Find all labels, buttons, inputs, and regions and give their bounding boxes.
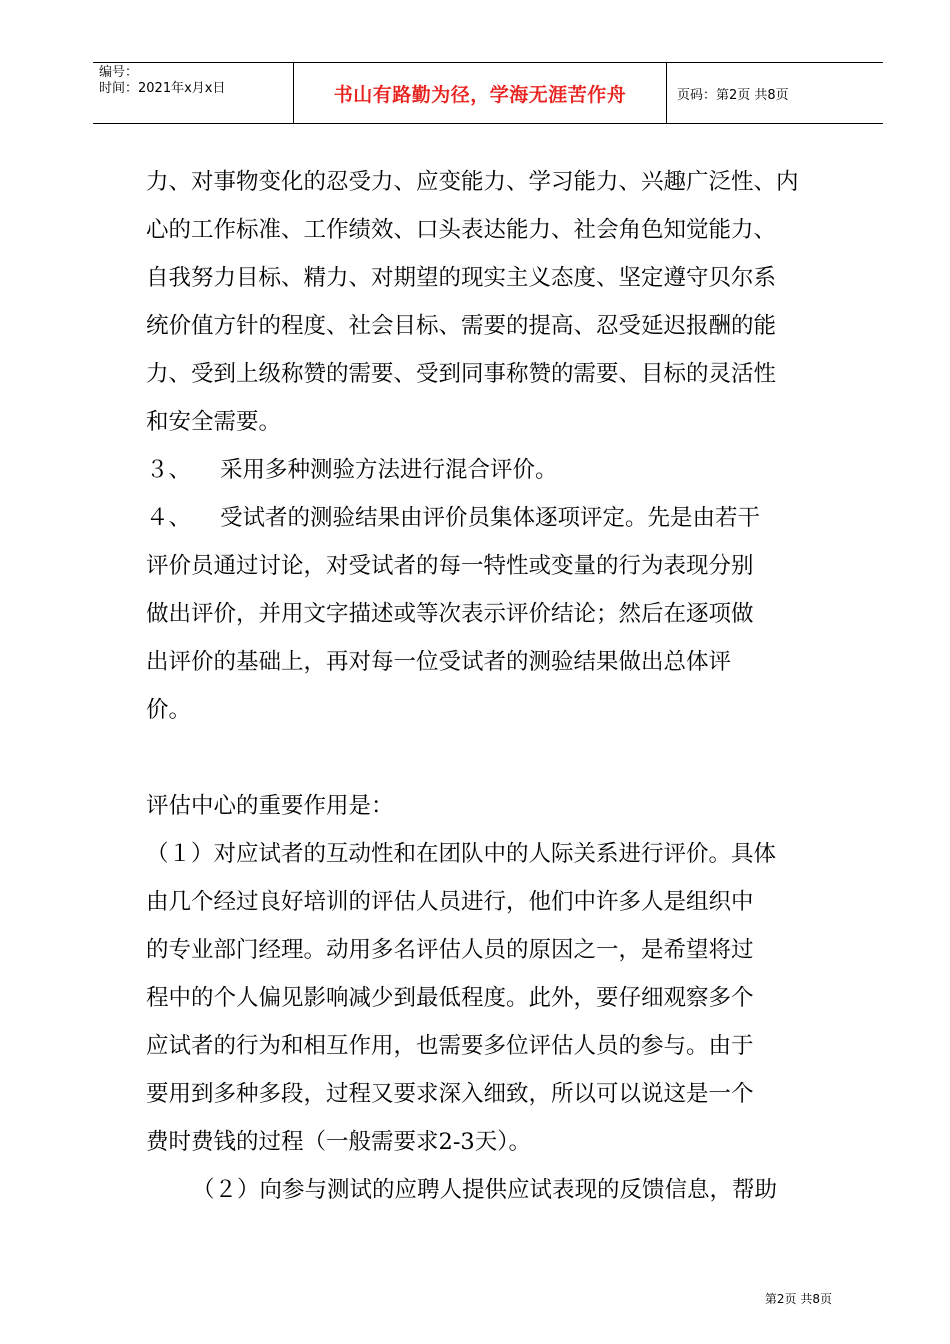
header-motto: 书山有路勤为径，学海无涯苦作舟 bbox=[294, 63, 667, 123]
text-line: 应试者的行为和相互作用，也需要多位评估人员的参与。由于 bbox=[146, 1033, 754, 1059]
paragraph-traits bbox=[146, 158, 846, 446]
list-number: ３、 bbox=[146, 457, 192, 483]
time-label: 时间：2021年x月x日 bbox=[99, 81, 226, 96]
text-line: 程中的个人偏见影响减少到最低程度。此外，要仔细观察多个 bbox=[146, 985, 754, 1011]
text-line: 力、受到上级称赞的需要、受到同事称赞的需要、目标的灵活性 bbox=[146, 361, 777, 387]
text-line: 由几个经过良好培训的评估人员进行，他们中许多人是组织中 bbox=[146, 889, 754, 915]
text-line: 力、对事物变化的忍受力、应变能力、学习能力、兴趣广泛性、内 bbox=[146, 169, 799, 195]
header-meta bbox=[93, 63, 294, 123]
text-line bbox=[146, 494, 846, 542]
text-line: 评价员通过讨论，对受试者的每一特性或变量的行为表现分别 bbox=[146, 553, 754, 579]
text-line: 出评价的基础上，再对每一位受试者的测验结果做出总体评 bbox=[146, 649, 732, 675]
text-line: 和安全需要。 bbox=[146, 409, 282, 435]
text-line: 做出评价，并用文字描述或等次表示评价结论；然后在逐项做 bbox=[146, 601, 754, 627]
text-line: 自我努力目标、精力、对期望的现实主义态度、坚定遵守贝尔系 bbox=[146, 265, 777, 291]
document-body bbox=[146, 158, 846, 1214]
role-item-2: （２）向参与测试的应聘人提供应试表现的反馈信息，帮助 bbox=[192, 1177, 778, 1203]
list-number: ４、 bbox=[146, 505, 192, 531]
role-item-1 bbox=[146, 830, 846, 1166]
serial-label: 编号： bbox=[99, 65, 139, 80]
list-text: 采用多种测验方法进行混合评价。 bbox=[220, 457, 558, 483]
text-line: 心的工作标准、工作绩效、口头表达能力、社会角色知觉能力、 bbox=[146, 217, 777, 243]
text-line: 价。 bbox=[146, 697, 192, 723]
section-heading: 评估中心的重要作用是： bbox=[146, 793, 394, 819]
text-line: 的专业部门经理。动用多名评估人员的原因之一，是希望将过 bbox=[146, 937, 754, 963]
list-item-3 bbox=[146, 446, 846, 494]
list-item-4 bbox=[146, 494, 846, 734]
header-page-info: 页码：第2页 共8页 bbox=[677, 87, 789, 103]
list-text: 受试者的测验结果由评价员集体逐项评定。先是由若干 bbox=[220, 505, 761, 531]
text-line: 要用到多种多段，过程又要求深入细致，所以可以说这是一个 bbox=[146, 1081, 754, 1107]
text-line: 费时费钱的过程（一般需要求2-3天）。 bbox=[146, 1129, 531, 1155]
page-header bbox=[93, 62, 883, 124]
blank-line bbox=[146, 734, 846, 782]
text-line: （１）对应试者的互动性和在团队中的人际关系进行评价。具体 bbox=[146, 841, 777, 867]
page-footer: 第2页 共8页 bbox=[764, 1292, 832, 1306]
text-line: 统价值方针的程度、社会目标、需要的提高、忍受延迟报酬的能 bbox=[146, 313, 777, 339]
